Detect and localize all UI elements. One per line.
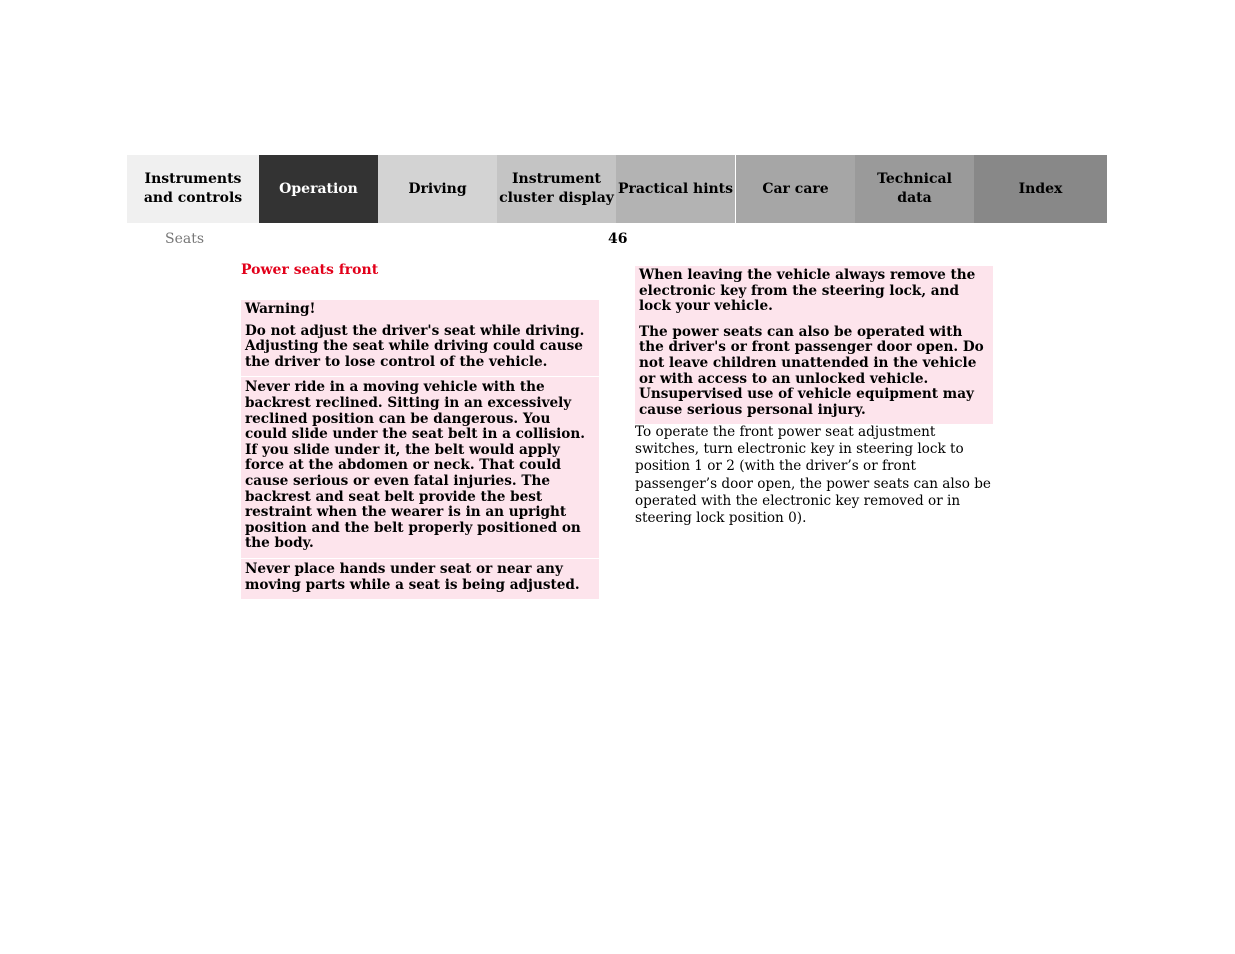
tab-label: Operation bbox=[279, 180, 358, 197]
warning-segment bbox=[241, 559, 599, 599]
tab-label: Practical hints bbox=[617, 180, 734, 197]
warning-paragraph: Do not adjust the driver's seat while driving. Adjusting the seat while driving could cause the driver to lose control of the vehicle. bbox=[245, 322, 585, 370]
warning-box-right bbox=[635, 266, 993, 424]
page-number: 46 bbox=[608, 231, 628, 247]
tab-label: data bbox=[897, 190, 932, 206]
warning-paragraph: The power seats can also be operated with the driver's or front passenger door open. Do not leave children unattended in the vehicle or with access to an unlocked vehicle. Unsupervised use of vehicle equipment may cause serious personal injury. bbox=[639, 323, 984, 418]
warning-paragraph: Never ride in a moving vehicle with the backrest reclined. Sitting in an excessively reclined position can be dangerous. You could slide under the seat belt in a collision. If you slide under it, the belt would apply force at the abdomen or neck. That could cause serious or even fatal injuries. The backrest and seat belt provide the best restraint when the wearer is in an upright position and the belt properly positioned on the body. bbox=[245, 379, 585, 552]
warning-segment bbox=[241, 377, 599, 559]
tab-driving[interactable] bbox=[378, 155, 497, 223]
warning-paragraph: Never place hands under seat or near any moving parts while a seat is being adjusted. bbox=[245, 560, 580, 593]
tab-index[interactable] bbox=[974, 155, 1107, 223]
warning-box-left bbox=[241, 300, 599, 599]
tab-label: Technical bbox=[877, 171, 952, 187]
tab-label: cluster display bbox=[499, 190, 614, 206]
warning-title: Warning! bbox=[245, 301, 316, 317]
section-title: Seats bbox=[165, 231, 205, 247]
warning-title-segment bbox=[241, 300, 599, 318]
tab-label: Instruments bbox=[144, 171, 242, 187]
tab-car-care[interactable] bbox=[736, 155, 855, 223]
page-heading: Power seats front bbox=[241, 262, 379, 278]
warning-segment bbox=[241, 318, 599, 378]
tab-label: Driving bbox=[408, 180, 467, 197]
tab-label: Index bbox=[1018, 180, 1063, 197]
tab-practical-hints[interactable] bbox=[616, 155, 736, 223]
section-nav bbox=[127, 155, 1107, 223]
tab-instrument-cluster-display[interactable] bbox=[497, 155, 616, 223]
tab-instruments-and-controls[interactable] bbox=[127, 155, 259, 223]
tab-label: Instrument bbox=[512, 171, 601, 187]
tab-label: and controls bbox=[143, 190, 243, 206]
tab-operation[interactable] bbox=[259, 155, 378, 223]
tab-label: Car care bbox=[762, 180, 829, 197]
warning-paragraph: When leaving the vehicle always remove the electronic key from the steering lock, and lock your vehicle. bbox=[639, 267, 976, 315]
body-paragraph: To operate the front power seat adjustment switches, turn electronic key in steering lock to position 1 or 2 (with the driver’s or front passenger’s door open, the power seats can also be operated with the electronic key removed or in steering lock position 0). bbox=[635, 424, 991, 527]
tab-technical-data[interactable] bbox=[855, 155, 974, 223]
